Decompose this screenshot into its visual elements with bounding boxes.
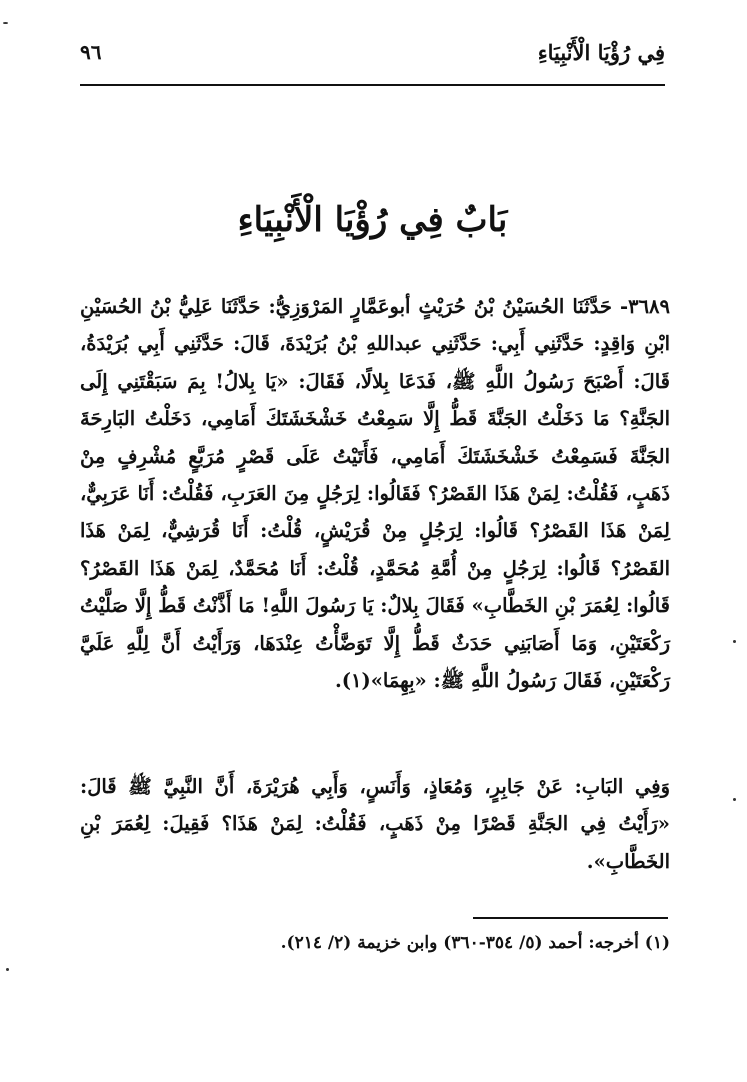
scan-speck xyxy=(733,640,736,643)
page-header xyxy=(80,38,665,84)
related-narrations-paragraph: وَفِي البَابِ: عَنْ جَابِرٍ، وَمُعَاذٍ، وَأَنَسٍ، وَأَبِي هُرَيْرَةَ، أَنَّ النَّبِيَّ ﷺ قَالَ: «رَأَيْتُ فِي الجَنَّةِ قَصْرًا مِنْ ذَهَبٍ، فَقُلْتُ: لِمَنْ هَذَا؟ فَقِيلَ: لِعُمَرَ بْنِ الخَطَّابِ». xyxy=(80,775,670,873)
scan-speck xyxy=(733,798,736,801)
scan-speck xyxy=(3,22,8,24)
hadith-paragraph: ٣٦٨٩- حَدَّثَنَا الحُسَيْنُ بْنُ حُرَيْثٍ أبوعَمَّارٍ المَرْوَزِيُّ: حَدَّثَنَا عَلِيُّ بْنُ الحُسَيْنِ ابْنِ وَاقِدٍ: حَدَّثَنِي أَبِي: حَدَّثَنِي عبداللهِ بْنُ بُرَيْدَةَ، قَالَ: حَدَّثَنِي أَبِي بُرَيْدَةُ، قَالَ: أَصْبَحَ رَسُولُ اللَّهِ ﷺ، فَدَعَا بِلالًا، فَقَالَ: «يَا بِلالُ! بِمَ سَبَقْتَنِي إِلَى الجَنَّةِ؟ مَا دَخَلْتُ الجَنَّةَ قَطُّ إِلَّا سَمِعْتُ خَشْخَشَتَكَ أَمَامِي، دَخَلْتُ البَارِحَةَ الجَنَّةَ فَسَمِعْتُ خَشْخَشَتَكَ أَمَامِي، فَأَتَيْتُ عَلَى قَصْرٍ مُرَبَّعٍ مُشْرِفٍ مِنْ ذَهَبٍ، فَقُلْتُ: لِمَنْ هَذَا القَصْرُ؟ فَقَالُوا: لِرَجُلٍ مِنَ العَرَبِ، فَقُلْتُ: أَنَا عَرَبِيٌّ، لِمَنْ هَذَا القَصْرُ؟ قَالُوا: لِرَجُلٍ مِنْ قُرَيْشٍ، قُلْتُ: أَنَا قُرَشِيٌّ، لِمَنْ هَذَا القَصْرُ؟ قَالُوا: لِرَجُلٍ مِنْ أُمَّةِ مُحَمَّدٍ، قُلْتُ: أَنَا مُحَمَّدٌ، لِمَنْ هَذَا القَصْرُ؟ قَالُوا: لِعُمَرَ بْنِ الخَطَّابِ» فَقَالَ بِلالٌ: يَا رَسُولَ اللَّهِ! مَا أَذَّنْتُ قَطُّ إِلَّا صَلَّيْتُ رَكْعَتَيْنِ، وَمَا أَصَابَنِي حَدَثٌ قَطُّ إِلَّا تَوَضَّأْتُ عِنْدَهَا، وَرَأَيْتُ أَنَّ لِلَّهِ عَلَيَّ رَكْعَتَيْنِ، فَقَالَ رَسُولُ اللَّهِ ﷺ: «بِهِمَا»(١). xyxy=(80,295,670,693)
running-title: فِي رُؤْيَا الْأَنْبِيَاءِ xyxy=(537,40,665,65)
footnote-rule xyxy=(473,917,668,919)
header-rule xyxy=(80,84,665,86)
chapter-title: بَابٌ فِي رُؤْيَا الْأَنْبِيَاءِ xyxy=(237,200,508,240)
footnote: (١) أخرجه: أحمد (٥/ ٣٥٤-٣٦٠) وابن خزيمة (٢/ ٢١٤). xyxy=(280,933,670,953)
scan-speck xyxy=(6,968,9,971)
page-number: ٩٦ xyxy=(80,40,102,64)
